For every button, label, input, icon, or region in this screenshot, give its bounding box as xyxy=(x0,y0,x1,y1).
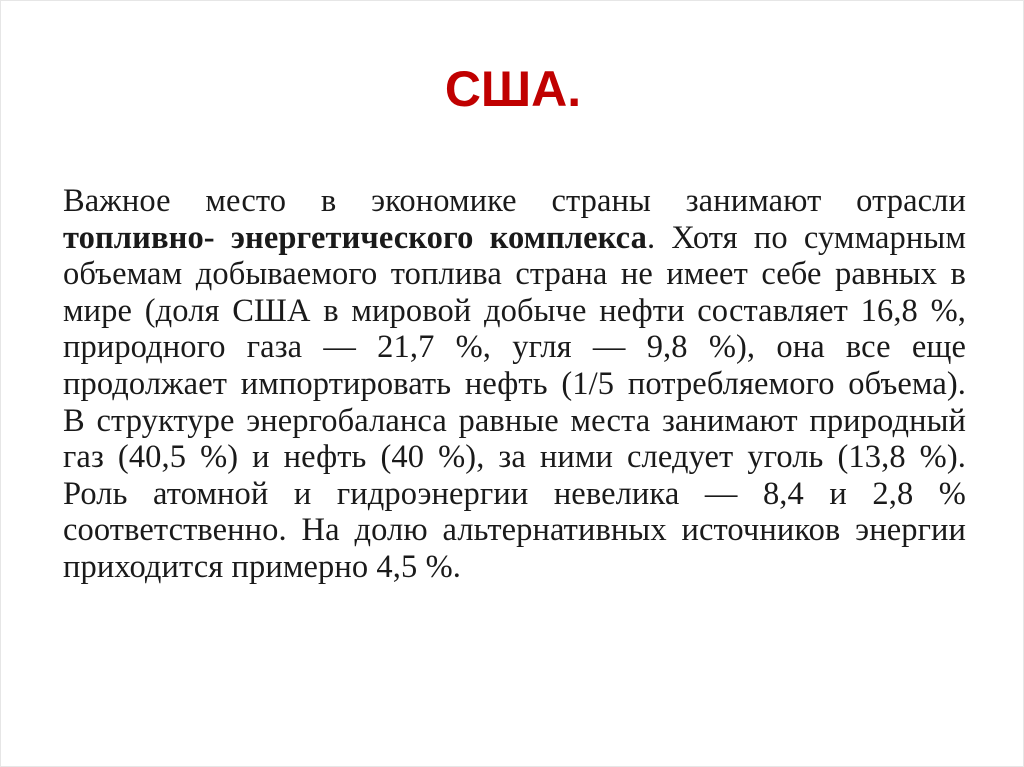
body-paragraph xyxy=(63,183,966,586)
paragraph-emphasis: топливно- энергетического комплекса xyxy=(63,219,647,256)
paragraph-intro: Важное место в экономике страны занимают отрасли xyxy=(63,183,966,219)
slide-title: США. xyxy=(444,61,582,117)
paragraph-rest: . Хотя по суммарным объемам добываемого топлива страна не имеет себе равных в мире (доля США в мировой добыче нефти составляет 16,8 %, природного газа — 21,7 %, угля — 9,8 %), она все еще продолжает импортировать нефть (1/5 потребляемого объема). В структуре энергобаланса равные места занимают природный газ (40,5 %) и нефть (40 %), за ними следует уголь (13,8 %). Роль атомной и гидроэнергии невелика — 8,4 и 2,8 % соответственно. На долю альтернативных источников энергии приходится примерно 4,5 %. xyxy=(63,219,967,585)
